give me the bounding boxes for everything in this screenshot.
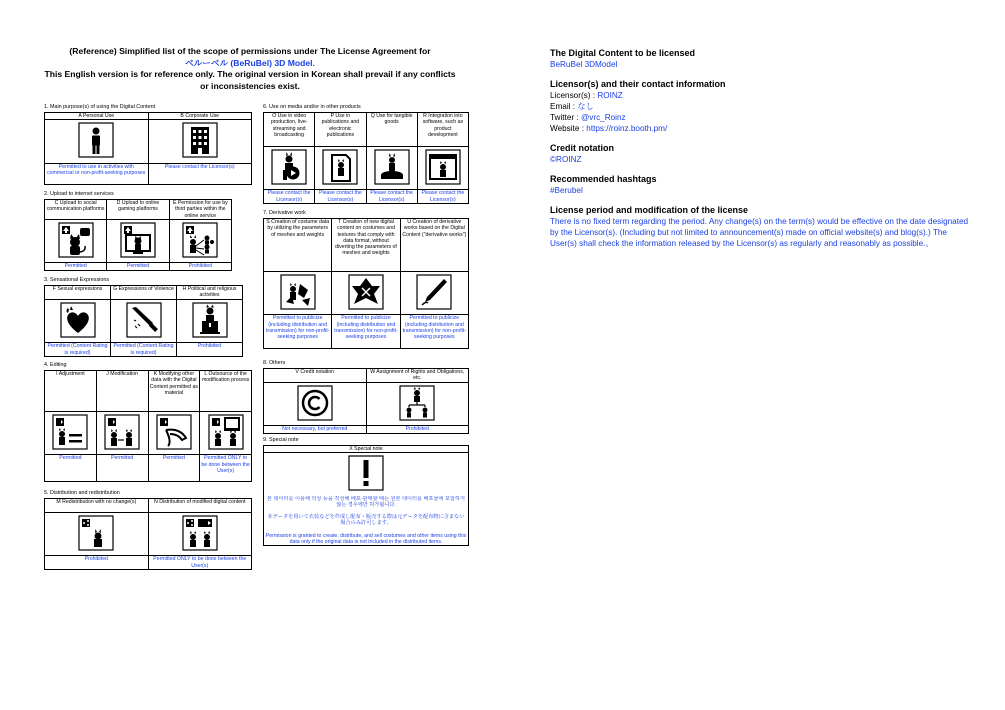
permission-goods: Please contact the Licensor(s) [366,190,417,204]
label-outsource: L Outsource of the modification process [200,371,252,412]
credit-value: ©ROINZ [550,155,582,164]
outsource-icon [208,414,244,450]
label-credit: V Credit notation [264,369,367,383]
credit-heading: Credit notation [550,143,614,153]
cell-icon [366,383,469,426]
cell-icon [332,272,400,315]
website-row [550,123,970,134]
section-heading: 8. Others [263,360,286,366]
title-line-2: ベルーベル (BeRuBel) 3D Model. [185,57,315,68]
permission-sexual: Permitted (Content Rating is required) [45,343,111,357]
permission-costume: Permitted to publicize (including distribution and transmission) for non-profit-seeking purposes [264,315,332,349]
label-texture: T Creation of new digital content on costumes and textures that comply with data format, without diverting the parameters of meshes and weights [332,219,400,272]
permission-texture: Permitted to publicize (including distribution and transmission) for non-profit-seeking purposes [332,315,400,349]
title-line-3: This English version is for reference only. The original version in Korean shall prevail if any conflicts or inconsistencies exist. [44,69,456,91]
cell-icon [111,300,177,343]
upload-gaming-icon [120,222,156,258]
permission-modified-distribution: Permitted ONLY to be done between the User(s) [148,556,252,570]
period-value: There is no fixed term regarding the period. Any change(s) on the term(s) would be effective on the date designated by the Licensor(s). (Including but not limited to announcement(s) made on official website(s) and blog(s).) The User(s) shall check the information released by the Licensor(s) as regularly and reasonably as possible.。 [550,217,969,248]
special-note-english: Permission is granted to create, distribute, and sell costumes and other items using this data only if the original data is not included in the distributed items. [265,532,467,546]
section-heading: 5. Distribution and redistribution [44,490,120,496]
pen-icon [416,274,452,310]
permission-adjustment: Permitted [45,455,97,482]
label-special-note: X Special note [264,446,469,453]
software-icon [425,149,461,185]
label-third-party: E Permission for use by third parties within the online service [169,200,231,220]
label-material: K Modifying other data with the Digital Content permitted as material [148,371,200,412]
cell-icon [417,147,468,190]
cell-icon [148,120,252,163]
label-assignment: W Assignment of Rights and Obligations, etc. [366,369,469,383]
licensor-label: Licensor(s) : [550,91,598,100]
person-icon [78,122,114,158]
cell-icon [96,412,148,455]
email-row [550,101,970,112]
knife-icon [126,302,162,338]
cell-icon [45,412,97,455]
permission-credit: Not necessary, but preferred [264,426,367,434]
label-upload-social: C Upload to social communication platforms [45,200,107,220]
content-value: BeRuBel 3DModel [550,60,618,69]
permission-personal-use: Permitted to use in activities with commercial or non-profit-seeking purposes [45,163,149,184]
section-heading: 3. Sensational Expressions [44,277,110,283]
label-derivative: U Creation of derivative works based on the Digital Content ("derivative works") [400,219,468,272]
texture-icon [348,274,384,310]
period-heading: License period and modification of the license [550,205,749,215]
permission-modification: Permitted [96,455,148,482]
cell-icon [366,147,417,190]
section-heading: 6. Use on media and/or in other products [263,104,361,110]
permission-outsource: Permitted ONLY to be done between the User(s) [200,455,252,482]
section-main-purpose [44,104,252,185]
section-upload [44,191,232,271]
cell-icon [264,453,469,496]
permission-redistribution: Prohibited [45,556,149,570]
twitter-label: Twitter : [550,113,581,122]
licensor-row [550,90,970,101]
permission-third-party: Prohibited [169,263,231,271]
label-modification: J Modification [96,371,148,412]
content-heading: The Digital Content to be licensed [550,48,696,58]
share-icon [78,515,114,551]
twitter-link[interactable]: @vrc_Roinz [580,113,626,122]
publication-icon [322,149,358,185]
label-violence: G Expressions of Violence [111,286,177,300]
cell-icon [148,412,200,455]
label-modified-distribution: N Distribution of modified digital content [148,499,252,513]
permission-publication: Please contact the Licensor(s) [315,190,366,204]
label-political: H Political and religious activities [177,286,243,300]
cell-icon [148,513,252,556]
assignment-icon [399,385,435,421]
cell-icon [45,220,107,263]
label-costume: S Creation of costume data by utilizing the parameters of meshes and weights [264,219,332,272]
section-heading: 1. Main purpose(s) of using the Digital Content [44,104,156,110]
cell-icon [200,412,252,455]
hashtag-heading: Recommended hashtags [550,174,657,184]
label-video: O Use in video production, live-streaming and broadcasting [264,113,315,147]
email-value: なし [577,102,594,111]
cell-icon [264,272,332,315]
permission-upload-social: Permitted [45,263,107,271]
label-redistribution: M Redistribution with no change(s) [45,499,149,513]
permission-corporate-use: Please contact the Licensor(s) [148,163,252,184]
section-others [263,360,469,434]
cell-icon [107,220,169,263]
permission-software: Please contact the Licensor(s) [417,190,468,204]
permission-political: Prohibited [177,343,243,357]
label-adjustment: I Adjustment [45,371,97,412]
cell-icon [45,300,111,343]
third-party-icon [182,222,218,258]
costume-icon [280,274,316,310]
building-icon [182,122,218,158]
document-title [40,46,460,92]
section-editing [44,362,252,482]
upload-social-icon [58,222,94,258]
special-note-japanese: 本データを用いて衣装などを作成し配布・販売する際は元データを配布物に含まない場合のみ許可します。 [267,514,465,527]
share-modified-icon [182,515,218,551]
website-link[interactable]: https://roinz.booth.pm/ [586,124,668,133]
section-media [263,104,469,204]
section-special-note [263,437,469,546]
video-icon [271,149,307,185]
section-distribution [44,490,252,570]
exclamation-icon [348,455,384,491]
label-publication: P Use in publications and electronic publications [315,113,366,147]
cell-icon [169,220,231,263]
permission-material: Permitted [148,455,200,482]
cell-icon [45,120,149,163]
section-sensational [44,277,243,357]
section-heading: 2. Upload to internet services [44,191,114,197]
section-heading: 7. Derivative work [263,210,306,216]
modify-icon [104,414,140,450]
label-sexual: F Sexual expressions [45,286,111,300]
special-note-text [264,496,469,546]
label-upload-gaming: D Upload to online gaming platforms [107,200,169,220]
adjust-icon [52,414,88,450]
label-personal-use: A Personal Use [45,113,149,120]
cell-icon [315,147,366,190]
special-note-korean: 본 데이터를 이용해 의상 등을 작성해 배포·판매할 때는 원본 데이터를 배포물에 포함하지 않는 경우에만 허가됩니다. [267,495,465,508]
section-heading: 9. Special note [263,437,299,443]
email-label: Email : [550,102,578,111]
permission-derivative: Permitted to publicize (including distribution and transmission) for non-profit-seeking purposes [400,315,468,349]
cell-icon [264,147,315,190]
cell-icon [264,383,367,426]
license-details [550,48,970,258]
permission-violence: Permitted (Content Rating is required) [111,343,177,357]
licensor-value: ROINZ [597,91,623,100]
title-line-1: (Reference) Simplified list of the scope of permissions under The License Agreement for [69,46,431,56]
copyright-icon [297,385,333,421]
heart-icon [60,302,96,338]
cell-icon [45,513,149,556]
label-corporate-use: B Corporate Use [148,113,252,120]
cell-icon [400,272,468,315]
permission-assignment: Prohibited [366,426,469,434]
twitter-row [550,112,970,123]
label-software: R Integration into software, such as product development [417,113,468,147]
section-derivative [263,210,469,349]
website-label: Website : [550,124,587,133]
material-icon [156,414,192,450]
permission-video: Please contact the Licensor(s) [264,190,315,204]
podium-icon [192,302,228,338]
figure-icon [374,149,410,185]
cell-icon [177,300,243,343]
licensor-heading: Licensor(s) and their contact information [550,79,726,89]
hashtag-value: #Berubel [550,186,583,195]
label-goods: Q Use for tangible goods [366,113,417,147]
section-heading: 4. Editing [44,362,67,368]
permission-upload-gaming: Permitted [107,263,169,271]
